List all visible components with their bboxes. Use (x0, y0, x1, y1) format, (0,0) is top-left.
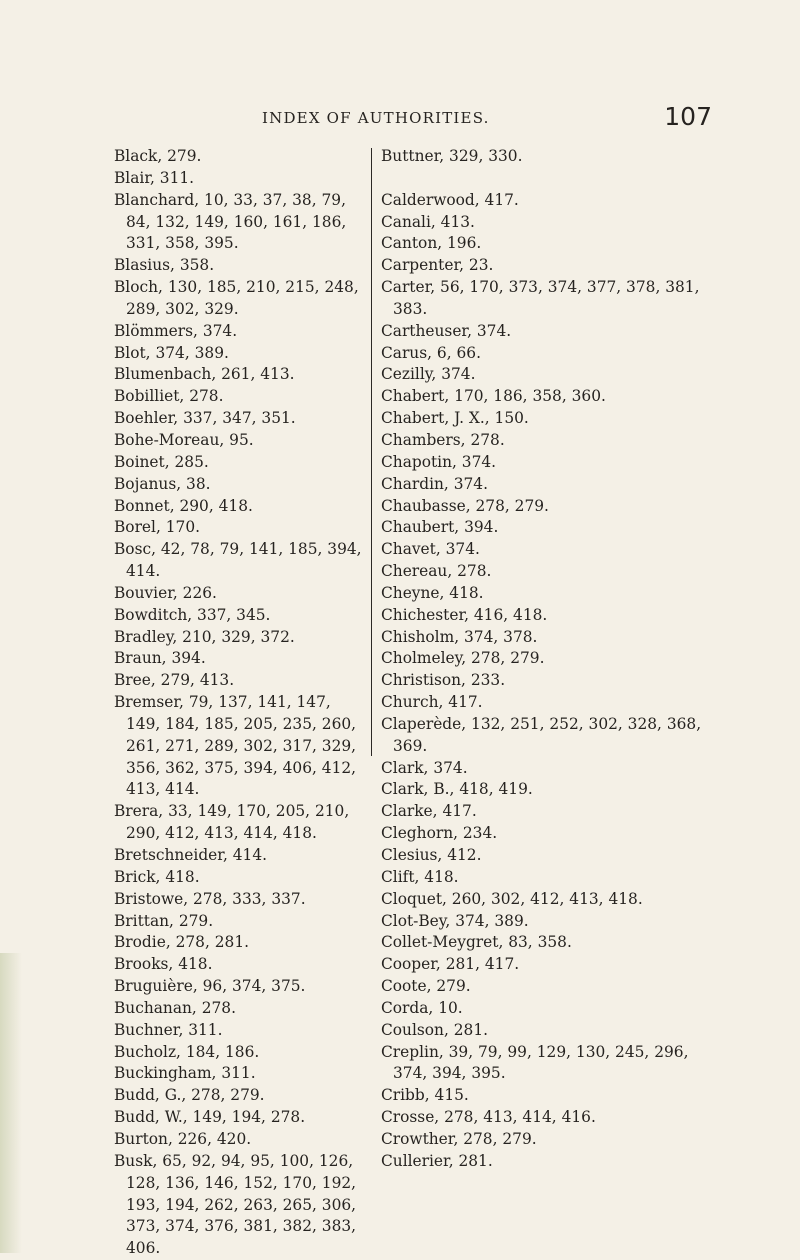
index-entry: Clot-Bey, 374, 389. (381, 911, 529, 930)
index-entry: Chisholm, 374, 378. (381, 627, 538, 646)
index-entry: Calderwood, 417. (381, 190, 519, 209)
index-entry: Bruguière, 96, 374, 375. (114, 977, 306, 996)
page-edge-stain (0, 953, 22, 1253)
index-entry: Bristowe, 278, 333, 337. (114, 889, 306, 908)
index-entry: Buttner, 329, 330. (381, 147, 523, 165)
index-entry: Carter, 56, 170, 373, 374, 377, 378, 381, 383. (381, 278, 700, 318)
index-entry: Chichester, 416, 418. (381, 605, 548, 624)
index-entry: Chabert, J. X., 150. (381, 409, 529, 428)
index-entry: Chapotin, 374. (381, 452, 497, 471)
index-entry: Clarke, 417. (381, 802, 477, 821)
index-entry: Bloch, 130, 185, 210, 215, 248, 289, 302, 329. (114, 278, 359, 318)
right-index-column (381, 146, 711, 1173)
index-entry: Brodie, 278, 281. (114, 933, 250, 952)
index-entry: Chardin, 374. (381, 474, 488, 493)
index-entry: Blömmers, 374. (114, 321, 238, 340)
index-gap (381, 168, 711, 190)
index-entry: Bohe-Moreau, 95. (114, 430, 254, 449)
index-entry: Chaubasse, 278, 279. (381, 496, 549, 515)
index-entry: Bosc, 42, 78, 79, 141, 185, 394, 414. (114, 540, 362, 581)
running-title: INDEX OF AUTHORITIES. (262, 109, 490, 127)
index-entry: Cholmeley, 278, 279. (381, 649, 545, 668)
index-entry: Chambers, 278. (381, 430, 505, 449)
index-entry: Bretschneider, 414. (114, 846, 268, 864)
index-entry: Canton, 196. (381, 234, 482, 253)
column-divider (371, 148, 372, 756)
index-entry: Cullerier, 281. (381, 1151, 493, 1170)
index-entry: Brera, 33, 149, 170, 205, 210, 290, 412, 413, 414, 418. (114, 802, 350, 843)
index-entry: Braun, 394. (114, 649, 206, 668)
index-entry: Canali, 413. (381, 212, 475, 231)
index-entry: Buckingham, 311. (114, 1064, 256, 1083)
index-entry: Christison, 233. (381, 671, 506, 690)
index-entry: Crosse, 278, 413, 414, 416. (381, 1108, 596, 1127)
index-entry: Bucholz, 184, 186. (114, 1042, 260, 1061)
page-number: 107 (664, 102, 712, 131)
index-entry: Coote, 279. (381, 977, 471, 996)
index-entry: Chavet, 374. (381, 540, 480, 559)
index-entry: Bobilliet, 278. (114, 387, 224, 406)
index-entry: Church, 417. (381, 693, 483, 712)
index-entry: Boehler, 337, 347, 351. (114, 409, 296, 428)
index-entry: Cloquet, 260, 302, 412, 413, 418. (381, 889, 643, 908)
index-entry: Clark, B., 418, 419. (381, 780, 533, 799)
left-index-column (114, 146, 366, 1260)
index-entry: Cezilly, 374. (381, 365, 476, 384)
index-entry: Bojanus, 38. (114, 474, 211, 493)
index-entry: Cooper, 281, 417. (381, 955, 520, 974)
index-entry: Corda, 10. (381, 998, 463, 1017)
index-entry: Collet-Meygret, 83, 358. (381, 933, 572, 952)
index-entry: Bree, 279, 413. (114, 671, 235, 690)
index-entry: Blasius, 358. (114, 256, 215, 275)
index-entry: Cribb, 415. (381, 1086, 469, 1105)
page-header (262, 104, 712, 134)
index-entry: Brick, 418. (114, 867, 200, 886)
index-entry: Black, 279. (114, 147, 202, 165)
index-entry: Cartheuser, 374. (381, 321, 512, 340)
index-entry: Burton, 226, 420. (114, 1129, 252, 1148)
index-entry: Cheyne, 418. (381, 583, 484, 602)
index-entry: Borel, 170. (114, 518, 201, 537)
index-entry: Clift, 418. (381, 867, 459, 886)
index-entry: Claperède, 132, 251, 252, 302, 328, 368, 369. (381, 714, 702, 755)
index-entry: Brooks, 418. (114, 955, 213, 974)
index-entry: Clark, 374. (381, 758, 468, 777)
index-entry: Chabert, 170, 186, 358, 360. (381, 387, 606, 406)
index-entry: Bowditch, 337, 345. (114, 605, 271, 624)
index-entry: Blumenbach, 261, 413. (114, 365, 295, 384)
index-entry: Boinet, 285. (114, 452, 209, 471)
index-entry: Bouvier, 226. (114, 583, 217, 602)
index-entry: Coulson, 281. (381, 1020, 489, 1039)
index-entry: Carus, 6, 66. (381, 343, 481, 362)
index-entry: Creplin, 39, 79, 99, 129, 130, 245, 296, 374, 394, 395. (381, 1042, 689, 1083)
index-entry: Blanchard, 10, 33, 37, 38, 79, 84, 132, 149, 160, 161, 186, 331, 358, 395. (114, 190, 347, 253)
index-entry: Budd, W., 149, 194, 278. (114, 1108, 306, 1127)
index-entry: Carpenter, 23. (381, 256, 494, 275)
index-entry: Chereau, 278. (381, 562, 492, 581)
index-entry: Budd, G., 278, 279. (114, 1086, 265, 1105)
index-entry: Cleghorn, 234. (381, 824, 498, 843)
index-entry: Blot, 374, 389. (114, 343, 229, 362)
index-entry: Crowther, 278, 279. (381, 1129, 537, 1148)
index-entry: Brittan, 279. (114, 911, 214, 930)
index-entry: Bonnet, 290, 418. (114, 496, 253, 515)
index-entry: Buchanan, 278. (114, 998, 236, 1017)
index-entry: Buchner, 311. (114, 1020, 223, 1039)
index-entry: Chaubert, 394. (381, 518, 499, 537)
index-entry: Bradley, 210, 329, 372. (114, 627, 295, 646)
index-entry: Bremser, 79, 137, 141, 147, 149, 184, 185, 205, 235, 260, 261, 271, 289, 302, 317, 329, 356, 362, 375, 394, 406, 412, 413, 414. (114, 693, 357, 799)
index-entry: Blair, 311. (114, 168, 195, 187)
index-entry: Busk, 65, 92, 94, 95, 100, 126, 128, 136, 146, 152, 170, 192, 193, 194, 262, 263, 265, 306, 373, 374, 376, 381, 382, 383, 406. (114, 1151, 357, 1258)
index-entry: Clesius, 412. (381, 846, 482, 864)
